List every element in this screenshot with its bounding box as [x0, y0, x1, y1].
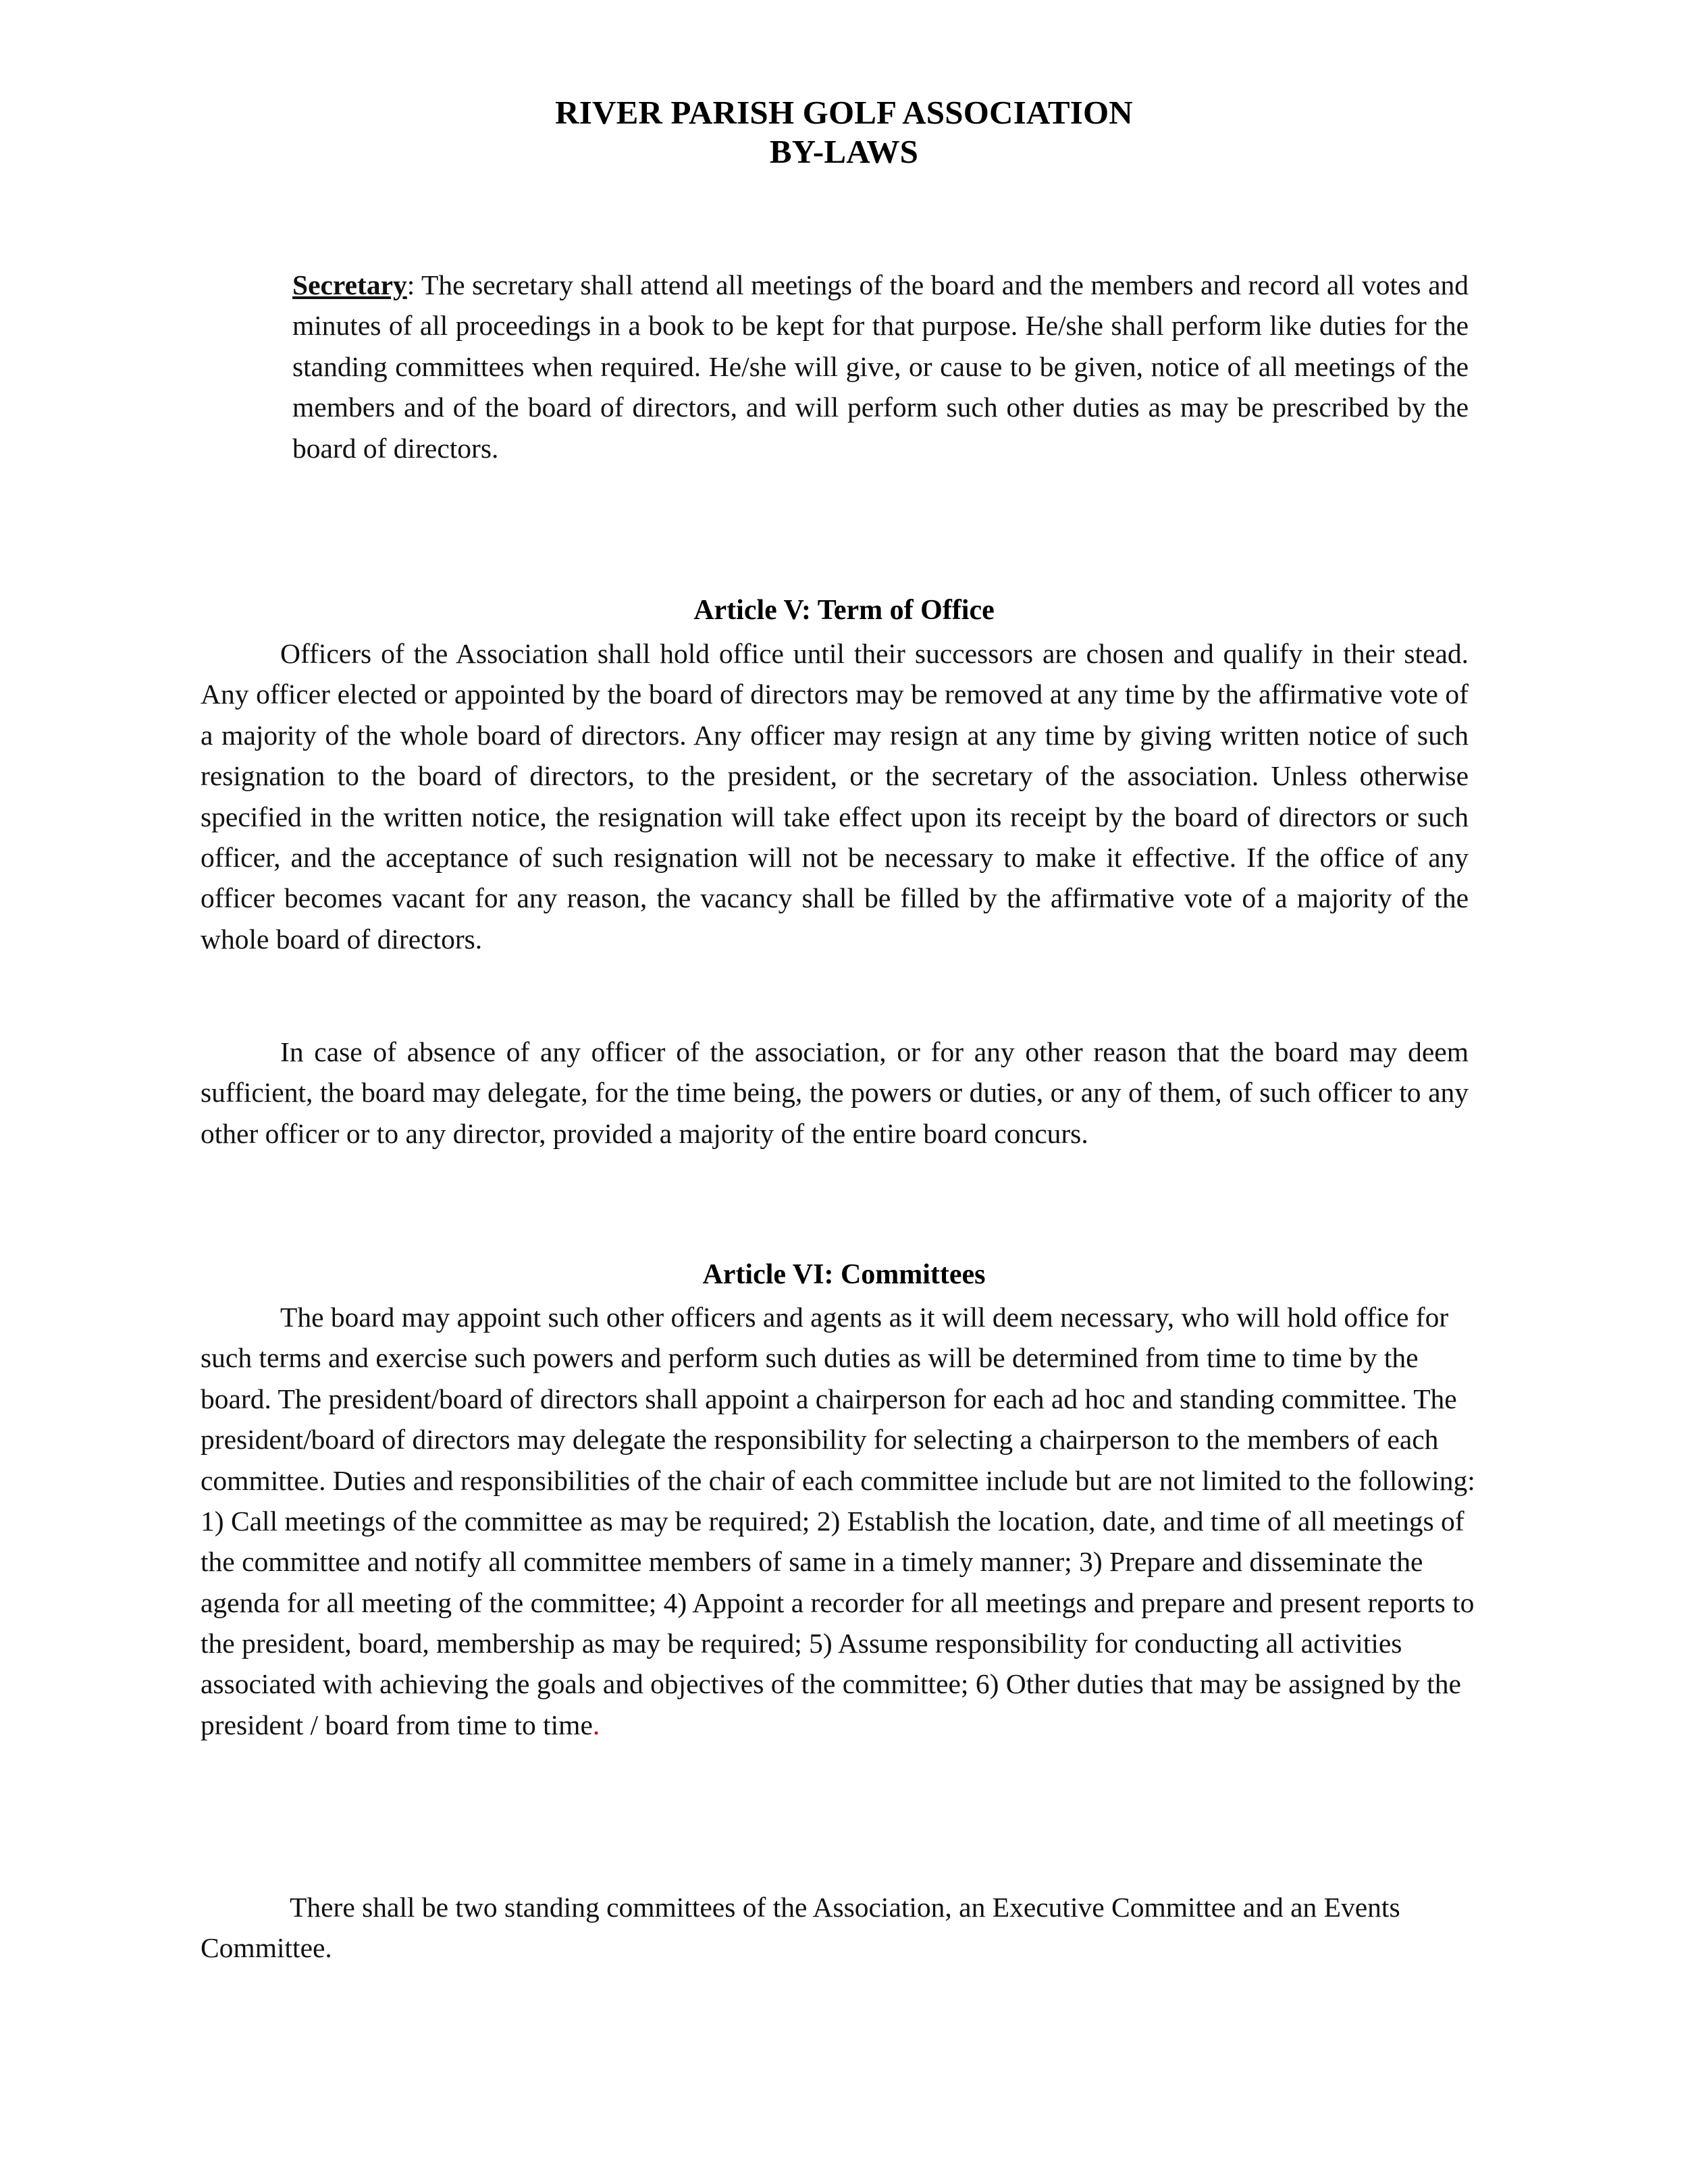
article-vi-paragraph-1-text: The board may appoint such other officers and agents as it will deem necessary, who will hold office for such terms and exercise such powers and perform such duties as will be determined from time to time by the board. The president/board of directors shall appoint a chairperson for each ad hoc and standing committee. The president/board of directors may delegate the responsibility for selecting a chairperson to the members of each committee. Duties and responsibilities of the chair of each committee include but are not limited to the following: 1) Call meetings of the committee as may be required; 2) Establish the location, date, and time of all meetings of the committee and notify all committee members of same in a timely manner; 3) Prepare and disseminate the agenda for all meeting of the committee; 4) Appoint a recorder for all meetings and prepare and present reports to the president, board, membership as may be required; 5) Assume responsibility for conducting all activities associated with achieving the goals and objectives of the committee; 6) Other duties that may be assigned by the president / board from time to time — [201, 1302, 1475, 1740]
article-v-paragraph-1: Officers of the Association shall hold office until their successors are chosen and qualify in their stead. Any officer elected or appointed by the board of directors may be removed at any time by the affirmative vote of a majority of the whole board of directors. Any officer may resign at any time by giving written notice of such resignation to the board of directors, to the president, or the secretary of the association. Unless otherwise specified in the written notice, the resignation will take effect upon its receipt by the board of directors or such officer, and the acceptance of such resignation will not be necessary to make it effective. If the office of any officer becomes vacant for any reason, the vacancy shall be filled by the affirmative vote of a majority of the whole board of directors. — [201, 638, 1469, 955]
document-header — [0, 93, 1688, 171]
article-vi-heading: Article VI: Committees — [702, 1259, 986, 1290]
secretary-body-text: The secretary shall attend all meetings of the board and the members and record all votes and minutes of all proceedings in a book to be kept for that purpose. He/she shall perform like duties for the standing committees when required. He/she will give, or cause to be given, notice of all meetings of the members and of the board of directors, and will perform such other duties as may be prescribed by the board of directors. — [292, 269, 1469, 464]
article-vi-paragraph-2: There shall be two standing committees of the Association, an Executive Committee and an Events Committee. — [201, 1892, 1400, 1964]
article-vi-paragraph-1 — [201, 1297, 1483, 1745]
article-vi-terminal-period: . — [592, 1709, 600, 1740]
article-v-paragraph-2: In case of absence of any officer of the association, or for any other reason that the board may deem sufficient, the board may delegate, for the time being, the powers or duties, or any of them, of such officer to any other officer or to any director, provided a majority of the entire board concurs. — [201, 1036, 1469, 1149]
secretary-label: Secretary — [292, 269, 407, 300]
secretary-label-separator: : — [406, 269, 422, 300]
article-v-heading: Article V: Term of Office — [693, 595, 995, 626]
organization-title: RIVER PARISH GOLF ASSOCIATION — [555, 94, 1133, 131]
secretary-paragraph — [292, 265, 1469, 469]
document-subtitle: BY-LAWS — [769, 132, 919, 170]
